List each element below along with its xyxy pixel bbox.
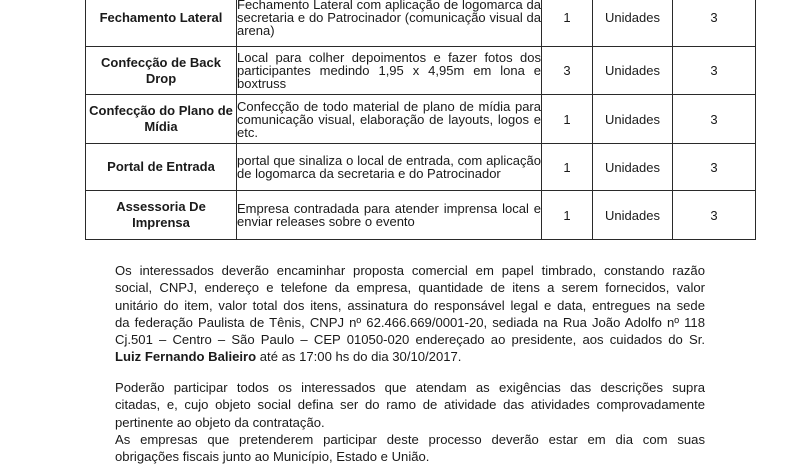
paragraph-line: Poderão participar todos os interessados que atendam as exigências das descrições supra [115, 380, 705, 395]
item-name: Confecção de Back Drop [86, 47, 237, 95]
item-quantity: 1 [542, 95, 593, 144]
table-row [86, 144, 756, 191]
paragraph-line: citadas, e, cujo objeto social defina ser do ramo de atividade das atividades comprovadamente [115, 397, 705, 413]
table-row [86, 191, 756, 240]
contact-name: Luiz Fernando Balieiro [115, 349, 257, 365]
item-name: Assessoria De Imprensa [86, 191, 237, 240]
item-description: portal que sinaliza o local de entrada, com aplicação de logomarca da secretaria e do Patrocinador [237, 144, 542, 191]
item-name: Portal de Entrada [86, 144, 237, 191]
paragraph-line: obrigações fiscais junto ao Município, Estado e União. [115, 449, 430, 465]
item-unit: Unidades [593, 95, 673, 144]
item-unit: Unidades [593, 144, 673, 191]
item-description: Fechamento Lateral com aplicação de logomarca da secretaria e do Patrocinador (comunicação visual da arena) [237, 0, 542, 47]
item-unit: Unidades [593, 191, 673, 240]
item-name: Confecção do Plano de Mídia [86, 95, 237, 144]
item-total: 3 [673, 0, 756, 47]
item-quantity: 3 [542, 47, 593, 95]
paragraph-line: social, CNPJ, endereço e telefone da empresa, quantidade de itens a serem fornecidos, valor [115, 280, 705, 296]
paragraph-line: As empresas que pretenderem participar deste processo deverão estar em dia com suas [115, 431, 705, 447]
item-description: Empresa contradada para atender imprensa local e enviar releases sobre o evento [237, 191, 542, 240]
items-table [85, 0, 756, 240]
item-description: Local para colher depoimentos e fazer fotos dos participantes medindo 1,95 x 4,95m em lona e boxtruss [237, 47, 542, 95]
item-quantity: 1 [542, 144, 593, 191]
paragraph-line: da federação Paulista de Tênis, CNPJ nº 62.466.669/0001-20, sediada na Rua João Adolfo nº 118 [115, 314, 705, 330]
item-unit: Unidades [593, 47, 673, 95]
paragraph-line: unitário do item, valor total dos itens, assinatura do responsável legal e data, entregues na sede [115, 297, 705, 313]
paragraph-line: pertinente ao objeto da contratação. [115, 414, 325, 430]
proposal-instructions-paragraph [115, 262, 705, 366]
paragraph-line: Os interessados deverão encaminhar proposta comercial em papel timbrado, constando razão [115, 263, 705, 278]
paragraph-line: Cj.501 – Centro – São Paulo – CEP 01050-020 endereçado ao presidente, aos cuidados do Sr. [115, 332, 705, 348]
table-row [86, 0, 756, 47]
item-total: 3 [673, 95, 756, 144]
deadline-text: até as 17:00 hs do dia 30/10/2017. [256, 349, 462, 365]
item-total: 3 [673, 191, 756, 240]
paragraph-line [115, 348, 705, 365]
table-row [86, 47, 756, 95]
item-total: 3 [673, 47, 756, 95]
item-total: 3 [673, 144, 756, 191]
item-unit: Unidades [593, 0, 673, 47]
item-description: Confecção de todo material de plano de mídia para comunicação visual, elaboração de layouts, logos e etc. [237, 95, 542, 144]
participation-paragraph [115, 379, 705, 465]
table-row [86, 95, 756, 144]
item-name: Fechamento Lateral [86, 0, 237, 47]
item-quantity: 1 [542, 191, 593, 240]
item-quantity: 1 [542, 0, 593, 47]
